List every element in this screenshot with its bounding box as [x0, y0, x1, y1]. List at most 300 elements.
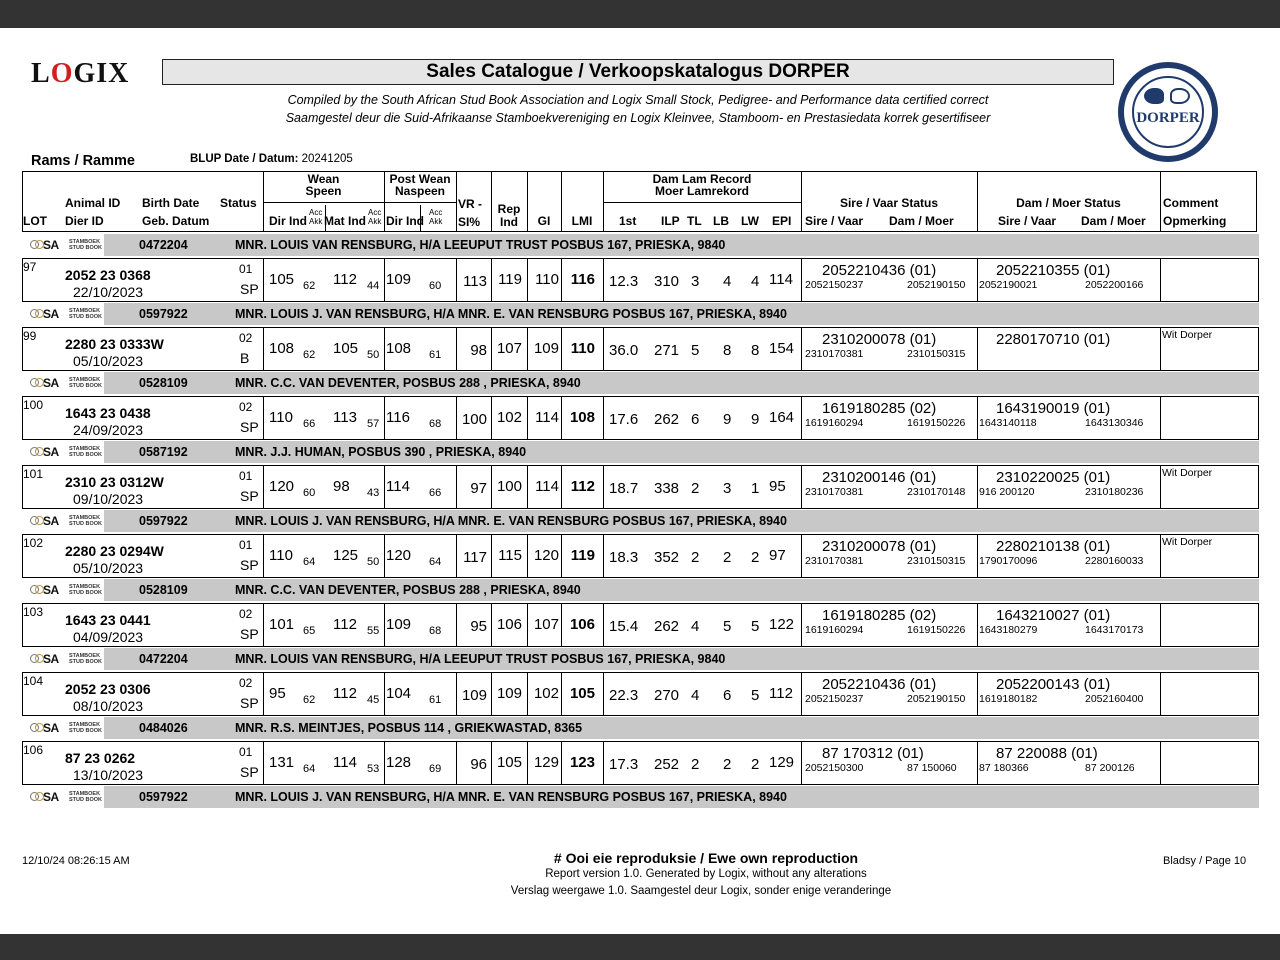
lot-number: 104	[23, 674, 44, 688]
sire-dam: 1619150226	[907, 624, 966, 636]
mat-ind: 112	[333, 685, 357, 702]
breeder-band	[104, 786, 1259, 808]
dam-lb: 4	[723, 273, 732, 290]
studbook-logo	[30, 445, 102, 461]
dam-epi: 114	[769, 271, 793, 288]
dam-first: 12.3	[609, 273, 639, 290]
post-acc: 60	[429, 280, 442, 292]
mat-acc: 53	[367, 763, 380, 775]
status-code: 02	[239, 676, 253, 690]
col-lw: LW	[741, 214, 759, 228]
gi-value: 110	[535, 271, 559, 288]
dam-sire: 2052190021	[979, 279, 1038, 291]
studbook-sa: SA	[43, 721, 59, 735]
studbook-line1: STAMBOEK	[69, 308, 101, 314]
post-acc: 68	[429, 418, 442, 430]
status: SP	[240, 419, 259, 435]
wean-acc: 65	[303, 625, 316, 637]
table-row	[22, 672, 1259, 716]
sire-sire: 2310170381	[805, 555, 864, 567]
dam-tl: 5	[691, 342, 700, 359]
dam-ilp: 338	[654, 480, 680, 497]
dam-ilp: 262	[654, 411, 680, 428]
dam-dam: 2052200166	[1085, 279, 1144, 291]
dam-tl: 2	[691, 549, 700, 566]
col-vr: VR -	[458, 197, 482, 211]
rep-ind: 107	[496, 340, 522, 357]
status: B	[240, 350, 250, 366]
sire-dam: 2052190150	[907, 693, 966, 705]
dam-first: 17.6	[609, 411, 639, 428]
col-si: SI%	[458, 215, 481, 229]
birth-date: 24/09/2023	[73, 422, 144, 438]
white-head-icon	[1170, 88, 1190, 104]
logix-logo	[31, 58, 129, 90]
col-sire-vaar: Sire / Vaar	[805, 214, 864, 228]
dam-status: 2052210355 (01)	[996, 262, 1111, 279]
breeder-code: 0597922	[139, 514, 188, 528]
post-dir-ind: 109	[386, 271, 412, 288]
studbook-logo	[30, 307, 102, 323]
status: SP	[240, 626, 259, 642]
dam-tl: 3	[691, 273, 700, 290]
lmi-value: 112	[570, 478, 595, 495]
birth-date: 04/09/2023	[73, 629, 144, 645]
col-lmi: LMI	[571, 214, 593, 228]
dam-tl: 4	[691, 618, 700, 635]
lot-number: 102	[23, 536, 44, 550]
column-divider	[1160, 742, 1161, 784]
dam-first: 17.3	[609, 756, 639, 773]
dam-tl: 4	[691, 687, 700, 704]
dam-status: 87 220088 (01)	[996, 745, 1098, 762]
dam-lb: 2	[723, 756, 732, 773]
dam-lw: 2	[751, 756, 760, 773]
wean-dir-ind: 95	[269, 685, 286, 702]
sire-sire: 2052150237	[805, 693, 864, 705]
studbook-line2: STUD BOOK	[69, 728, 102, 734]
col-sire-status: Sire / Vaar Status	[839, 196, 939, 210]
column-divider	[263, 742, 264, 784]
table-row	[22, 603, 1259, 647]
birth-date: 05/10/2023	[73, 353, 144, 369]
animal-id: 2310 23 0312W	[65, 474, 164, 490]
sire-status: 1619180285 (02)	[822, 607, 937, 624]
dam-lw: 8	[751, 342, 760, 359]
col-tl: TL	[687, 214, 702, 228]
animal-id: 2052 23 0306	[65, 681, 151, 697]
studbook-logo	[30, 583, 102, 599]
breeder-code: 0528109	[139, 376, 188, 390]
status-code: 01	[239, 262, 253, 276]
column-divider	[384, 397, 385, 439]
section-title: Rams / Ramme	[31, 153, 135, 169]
dam-epi: 112	[769, 685, 793, 702]
studbook-logo	[30, 376, 102, 392]
post-dir-ind: 104	[386, 685, 412, 702]
column-divider	[977, 535, 978, 577]
status: SP	[240, 695, 259, 711]
footer-ewe-note: # Ooi eie reproduksie / Ewe own reproduction	[553, 850, 859, 866]
column-divider	[801, 535, 802, 577]
col-birth-date: Birth Date	[142, 196, 200, 210]
studbook-line1: STAMBOEK	[69, 722, 101, 728]
wean-dir-ind: 110	[269, 409, 293, 426]
studbook-text	[69, 584, 102, 596]
column-divider	[384, 604, 385, 646]
column-divider	[384, 673, 385, 715]
column-divider	[1160, 397, 1161, 439]
column-divider	[801, 259, 802, 301]
dam-ilp: 262	[654, 618, 680, 635]
sire-status: 2310200078 (01)	[822, 331, 937, 348]
mat-acc: 50	[367, 556, 380, 568]
lot-number: 106	[23, 743, 44, 757]
breeder-band	[104, 303, 1259, 325]
post-dir-ind: 116	[386, 409, 410, 426]
studbook-sa: SA	[43, 514, 59, 528]
post-acc: 69	[429, 763, 442, 775]
dam-dam: 1643130346	[1085, 417, 1144, 429]
dam-dam: 87 200126	[1085, 762, 1135, 774]
column-divider	[1160, 328, 1161, 370]
rep-ind: 100	[496, 478, 522, 495]
breeder-address: MNR. J.J. HUMAN, POSBUS 390 , PRIESKA, 8940	[235, 445, 527, 459]
wean-dir-ind: 105	[269, 271, 295, 288]
sire-dam: 2310150315	[907, 555, 966, 567]
lmi-value: 108	[569, 409, 595, 426]
col-ind: Ind	[500, 215, 518, 229]
col-post-dir-ind: Dir Ind	[386, 214, 424, 228]
col-status: Status	[220, 196, 257, 210]
column-divider	[263, 259, 264, 301]
dam-status: 2280170710 (01)	[996, 331, 1111, 348]
comment: Wit Dorper	[1162, 329, 1213, 341]
subtitle-en: Compiled by the South African Stud Book Association and Logix Small Stock, Pedigree- and Performance data certified correct	[287, 93, 989, 107]
breeder-address: MNR. LOUIS VAN RENSBURG, H/A LEEUPUT TRUST POSBUS 167, PRIESKA, 9840	[235, 652, 726, 666]
lot-number: 103	[23, 605, 44, 619]
sire-dam: 1619150226	[907, 417, 966, 429]
col-animal-id: Animal ID	[65, 196, 121, 210]
breeder-code: 0597922	[139, 307, 188, 321]
dam-ilp: 352	[654, 549, 680, 566]
studbook-line1: STAMBOEK	[69, 377, 101, 383]
studbook-text	[69, 308, 102, 320]
dam-lw: 9	[751, 411, 760, 428]
breeder-band	[104, 648, 1259, 670]
wean-dir-ind: 131	[269, 754, 295, 771]
dam-lw: 5	[751, 618, 760, 635]
column-divider	[603, 604, 604, 646]
breeder-address: MNR. R.S. MEINTJES, POSBUS 114 , GRIEKWASTAD, 8365	[235, 721, 583, 735]
birth-date: 13/10/2023	[73, 767, 144, 783]
sire-status: 2052210436 (01)	[822, 262, 937, 279]
studbook-line2: STUD BOOK	[69, 797, 102, 803]
footer-page: Bladsy / Page 10	[1163, 855, 1247, 867]
column-divider	[384, 535, 385, 577]
col-geb-datum: Geb. Datum	[142, 214, 210, 228]
col-epi: EPI	[772, 214, 792, 228]
col-mat-ind: Mat Ind	[324, 214, 366, 228]
mat-acc: 44	[367, 280, 380, 292]
studbook-text	[69, 446, 102, 458]
dam-tl: 6	[691, 411, 700, 428]
breeder-address: MNR. LOUIS VAN RENSBURG, H/A LEEUPUT TRUST POSBUS 167, PRIESKA, 9840	[235, 238, 726, 252]
animal-id: 87 23 0262	[65, 750, 136, 766]
breeder-address: MNR. C.C. VAN DEVENTER, POSBUS 288 , PRIESKA, 8940	[235, 376, 581, 390]
post-dir-ind: 128	[386, 754, 412, 771]
post-acc: 64	[429, 556, 442, 568]
table-row	[22, 741, 1259, 785]
gi-value: 114	[535, 409, 559, 426]
post-dir-ind: 120	[386, 547, 412, 564]
dam-lw: 5	[751, 687, 760, 704]
studbook-text	[69, 791, 102, 803]
sire-status: 1619180285 (02)	[822, 400, 937, 417]
dam-sire: 1790170096	[979, 555, 1038, 567]
vr-si: 96	[470, 756, 487, 773]
column-divider	[801, 742, 802, 784]
mat-ind: 125	[333, 547, 359, 564]
col-rep: Rep	[497, 202, 521, 216]
dam-lb: 6	[723, 687, 732, 704]
gi-value: 107	[533, 616, 559, 633]
sire-dam: 2052190150	[907, 279, 966, 291]
col-sire-dam-moer: Dam / Moer	[889, 214, 954, 228]
studbook-line1: STAMBOEK	[69, 791, 101, 797]
blup-value: 20241205	[301, 153, 353, 165]
sire-status: 87 170312 (01)	[822, 745, 924, 762]
studbook-text	[69, 722, 102, 734]
dam-dam: 2280160033	[1085, 555, 1144, 567]
vr-si: 98	[470, 342, 487, 359]
lot-number: 100	[23, 398, 44, 412]
column-divider	[603, 673, 604, 715]
status-code: 01	[239, 469, 253, 483]
wean-dir-ind: 101	[269, 616, 295, 633]
col-dam-status: Dam / Moer Status	[1016, 196, 1121, 210]
studbook-line2: STUD BOOK	[69, 659, 102, 665]
breeder-band	[104, 234, 1259, 256]
studbook-sa: SA	[43, 652, 59, 666]
wean-acc: 60	[303, 487, 316, 499]
dam-tl: 2	[691, 756, 700, 773]
mat-acc: 50	[367, 349, 380, 361]
column-divider	[801, 466, 802, 508]
dam-ilp: 310	[654, 273, 680, 290]
gi-value: 129	[533, 754, 559, 771]
mat-acc: 43	[367, 487, 380, 499]
studbook-logo	[30, 652, 102, 668]
sire-status: 2052210436 (01)	[822, 676, 937, 693]
studbook-line2: STUD BOOK	[69, 383, 102, 389]
lmi-value: 116	[570, 271, 595, 288]
studbook-logo	[30, 721, 102, 737]
bottom-bar	[0, 934, 1280, 960]
column-header	[22, 171, 1257, 232]
mat-ind: 98	[333, 478, 350, 495]
column-divider	[977, 466, 978, 508]
footer-version-af: Verslag weergawe 1.0. Saamgestel deur Logix, sonder enige veranderinge	[510, 885, 892, 897]
status: SP	[240, 488, 259, 504]
dam-dam: 2052160400	[1085, 693, 1144, 705]
dam-status: 2310220025 (01)	[996, 469, 1111, 486]
dam-status: 2052200143 (01)	[996, 676, 1111, 693]
status: SP	[240, 764, 259, 780]
column-divider	[384, 742, 385, 784]
breeder-band	[104, 717, 1259, 739]
mat-ind: 114	[333, 754, 357, 771]
breeder-code: 0484026	[139, 721, 188, 735]
seal-text: DORPER	[1136, 110, 1200, 126]
wean-dir-ind: 120	[269, 478, 295, 495]
comment: Wit Dorper	[1162, 536, 1213, 548]
breeder-code: 0597922	[139, 790, 188, 804]
column-divider	[263, 328, 264, 370]
col-wean: Wean	[307, 172, 340, 186]
lmi-value: 123	[569, 754, 595, 771]
col-dam-lam: Dam Lam Record	[652, 172, 752, 186]
column-divider	[384, 466, 385, 508]
sire-status: 2310200078 (01)	[822, 538, 937, 555]
column-divider	[1160, 535, 1161, 577]
logo-text: LOGIX	[31, 58, 130, 89]
col-opmerking: Opmerking	[1163, 214, 1227, 228]
studbook-sa: SA	[43, 790, 59, 804]
mat-acc: 55	[367, 625, 380, 637]
sire-sire: 2052150237	[805, 279, 864, 291]
breeder-code: 0528109	[139, 583, 188, 597]
column-divider	[263, 673, 264, 715]
col-dam-dam-moer: Dam / Moer	[1081, 214, 1146, 228]
column-divider	[603, 259, 604, 301]
animal-id: 1643 23 0438	[65, 405, 151, 421]
vr-si: 113	[463, 273, 487, 290]
column-divider	[977, 604, 978, 646]
column-divider	[384, 259, 385, 301]
lmi-value: 110	[570, 340, 595, 357]
col-dier-id: Dier ID	[65, 214, 104, 228]
col-ilp: ILP	[661, 214, 680, 228]
wean-acc: 64	[303, 556, 316, 568]
studbook-logo	[30, 238, 102, 254]
animal-id: 1643 23 0441	[65, 612, 151, 628]
table-row	[22, 465, 1259, 509]
sire-dam: 87 150060	[907, 762, 957, 774]
column-divider	[977, 328, 978, 370]
lmi-value: 119	[570, 547, 595, 564]
table-row	[22, 396, 1259, 440]
lot-number: 101	[23, 467, 44, 481]
status: SP	[240, 281, 259, 297]
rep-ind: 106	[496, 616, 522, 633]
table-row	[22, 534, 1259, 578]
logo-accent-letter: O	[50, 58, 74, 89]
breeder-band	[104, 510, 1259, 532]
mat-ind: 112	[333, 271, 357, 288]
studbook-text	[69, 515, 102, 527]
dam-dam: 2310180236	[1085, 486, 1144, 498]
footer-version-en: Report version 1.0. Generated by Logix, without any alterations	[545, 868, 867, 880]
dam-first: 18.3	[609, 549, 639, 566]
column-divider	[603, 466, 604, 508]
page-title: Sales Catalogue / Verkoopskatalogus DORPER	[162, 59, 1114, 85]
rep-ind: 109	[496, 685, 522, 702]
sire-dam: 2310170148	[907, 486, 966, 498]
dorper-seal-logo	[1118, 62, 1218, 162]
column-divider	[1160, 673, 1161, 715]
studbook-line2: STUD BOOK	[69, 590, 102, 596]
col-dam-sire-vaar: Sire / Vaar	[998, 214, 1057, 228]
breeder-address: MNR. C.C. VAN DEVENTER, POSBUS 288 , PRIESKA, 8940	[235, 583, 581, 597]
dam-first: 18.7	[609, 480, 639, 497]
subtitle-af: Saamgestel deur die Suid-Afrikaanse Stamboekvereniging en Logix Kleinvee, Stamboom- en Prestasiedata korrek gesertifiseer	[285, 111, 991, 125]
top-bar	[0, 0, 1280, 28]
table-row	[22, 327, 1259, 371]
breeder-address: MNR. LOUIS J. VAN RENSBURG, H/A MNR. E. VAN RENSBURG POSBUS 167, PRIESKA, 8940	[235, 514, 787, 528]
mat-acc: 45	[367, 694, 380, 706]
status-code: 02	[239, 607, 253, 621]
col-comment: Comment	[1163, 196, 1219, 210]
dam-epi: 95	[769, 478, 786, 495]
dam-status: 2280210138 (01)	[996, 538, 1111, 555]
studbook-logo	[30, 514, 102, 530]
status-code: 02	[239, 331, 253, 345]
black-head-icon	[1144, 88, 1164, 104]
status: SP	[240, 557, 259, 573]
col-naspeen: Naspeen	[394, 184, 446, 198]
column-divider	[263, 535, 264, 577]
studbook-line1: STAMBOEK	[69, 584, 101, 590]
vr-si: 117	[463, 549, 487, 566]
rep-ind: 115	[498, 547, 522, 564]
post-dir-ind: 109	[386, 616, 412, 633]
blup-date	[190, 153, 353, 165]
column-divider	[801, 397, 802, 439]
dam-lb: 8	[723, 342, 732, 359]
dam-lw: 4	[751, 273, 760, 290]
column-divider	[1160, 466, 1161, 508]
sire-sire: 2310170381	[805, 348, 864, 360]
dam-lb: 3	[723, 480, 732, 497]
footer-timestamp: 12/10/24 08:26:15 AM	[22, 855, 130, 867]
column-divider	[977, 397, 978, 439]
vr-si: 100	[461, 411, 487, 428]
birth-date: 05/10/2023	[73, 560, 144, 576]
studbook-line1: STAMBOEK	[69, 653, 101, 659]
dam-sire: 1619180182	[979, 693, 1038, 705]
vr-si: 95	[470, 618, 487, 635]
column-divider	[801, 673, 802, 715]
wean-acc: 62	[303, 694, 316, 706]
sire-sire: 1619160294	[805, 417, 864, 429]
column-divider	[977, 742, 978, 784]
wean-acc: 64	[303, 763, 316, 775]
dam-status: 1643210027 (01)	[996, 607, 1111, 624]
post-acc: 66	[429, 487, 442, 499]
breeder-code: 0587192	[139, 445, 188, 459]
column-divider	[384, 328, 385, 370]
column-divider	[263, 466, 264, 508]
post-dir-ind: 114	[386, 478, 410, 495]
lmi-value: 106	[569, 616, 595, 633]
col-lb: LB	[713, 214, 729, 228]
lot-number: 99	[23, 329, 37, 343]
col-first: 1st	[619, 214, 637, 228]
mat-ind: 105	[333, 340, 359, 357]
sire-status: 2310200146 (01)	[822, 469, 937, 486]
column-divider	[603, 742, 604, 784]
